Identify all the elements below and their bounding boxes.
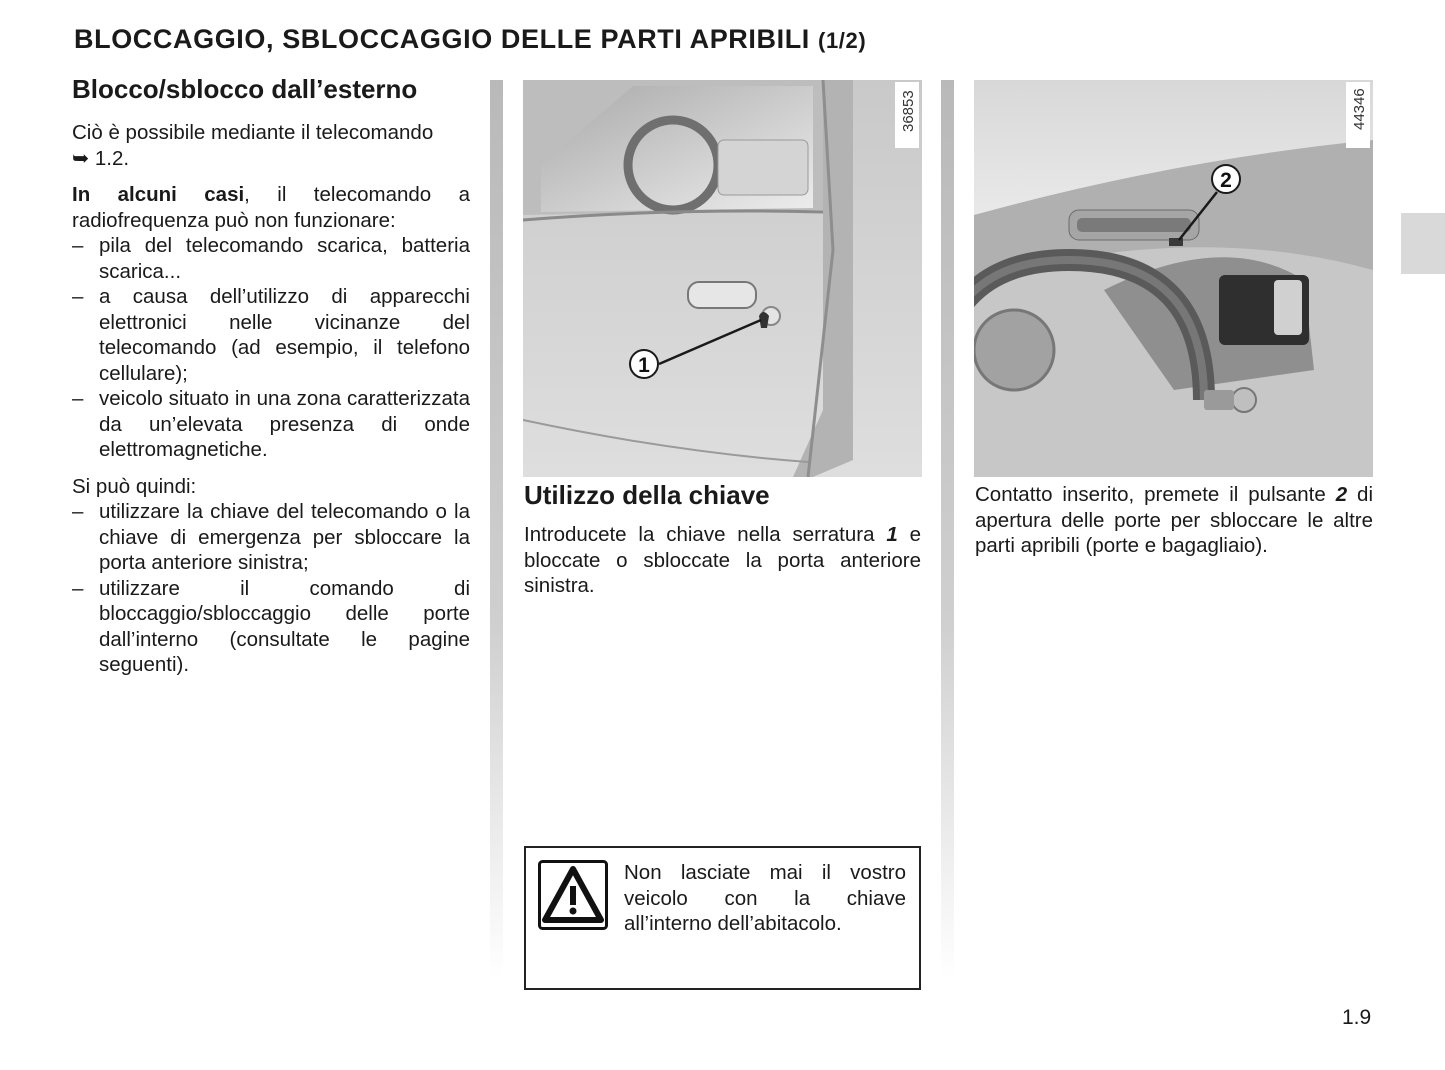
chapter-tab[interactable] xyxy=(1401,213,1445,274)
list-item: – utilizzare la chiave del telecomando o la chiave di emergenza per sbloccare la porta anteriore sinistra; xyxy=(72,499,470,576)
callout-1: 1 xyxy=(638,354,650,377)
figure-code: 36853 xyxy=(900,90,917,132)
section-exterior-lock xyxy=(72,74,470,678)
cases-list xyxy=(72,233,470,463)
figure-code: 44346 xyxy=(1351,88,1368,130)
ref-number: 1 xyxy=(886,523,898,546)
page-title: BLOCCAGGIO, SBLOCCAGGIO DELLE PARTI APRIBILI (1/2) xyxy=(74,24,867,54)
page-reference[interactable]: 1.2. xyxy=(94,146,130,170)
section-heading: Utilizzo della chiave xyxy=(524,480,770,510)
title-suffix: (1/2) xyxy=(818,28,867,53)
section-key-use xyxy=(524,480,921,599)
then-paragraph: Si può quindi: xyxy=(72,474,197,498)
warning-triangle-icon xyxy=(538,860,608,930)
list-item: – veicolo situato in una zona caratterizzata da un’elevata presenza di onde elettromagnetiche. xyxy=(72,386,470,463)
list-item: – utilizzare il comando di bloccaggio/sbloccaggio delle porte dall’interno (consultate le pagine seguenti). xyxy=(72,576,470,678)
callout-2: 2 xyxy=(1220,169,1232,192)
key-paragraph: Introducete la chiave nella serratura 1 e bloccate o sbloccate la porta anteriore sinistra. xyxy=(524,523,921,597)
page-number: 1.9 xyxy=(1342,1006,1372,1029)
warning-text: Non lasciate mai il vostro veicolo con la chiave all’interno dell’abitacolo. xyxy=(624,861,906,935)
door-lock-photo xyxy=(523,80,922,477)
column-divider xyxy=(941,80,954,980)
list-item: – pila del telecomando scarica, batteria scarica... xyxy=(72,233,470,284)
list-item: – a causa dell’utilizzo di apparecchi elettronici nelle vicinanze del telecomando (ad esempio, il telefono cellulare); xyxy=(72,284,470,386)
arrow-ref-icon: ➥ xyxy=(72,146,90,170)
intro-paragraph: Ciò è possibile mediante il telecomando ➥ 1.2. xyxy=(72,121,434,170)
unlock-paragraph: Contatto inserito, premete il pulsante 2 di apertura delle porte per sbloccare le altre parti apribili (porte e bagagliaio). xyxy=(975,483,1374,557)
column-divider xyxy=(490,80,503,980)
section-heading: Blocco/sblocco dall’esterno xyxy=(72,74,418,104)
cases-paragraph: In alcuni casi, il telecomando a radiofrequenza può non funzionare: xyxy=(72,183,470,232)
ref-number: 2 xyxy=(1335,483,1348,506)
section-interior-unlock xyxy=(975,482,1373,559)
warning-box xyxy=(524,846,921,990)
dashboard-button-photo xyxy=(974,80,1373,477)
actions-list xyxy=(72,499,470,678)
